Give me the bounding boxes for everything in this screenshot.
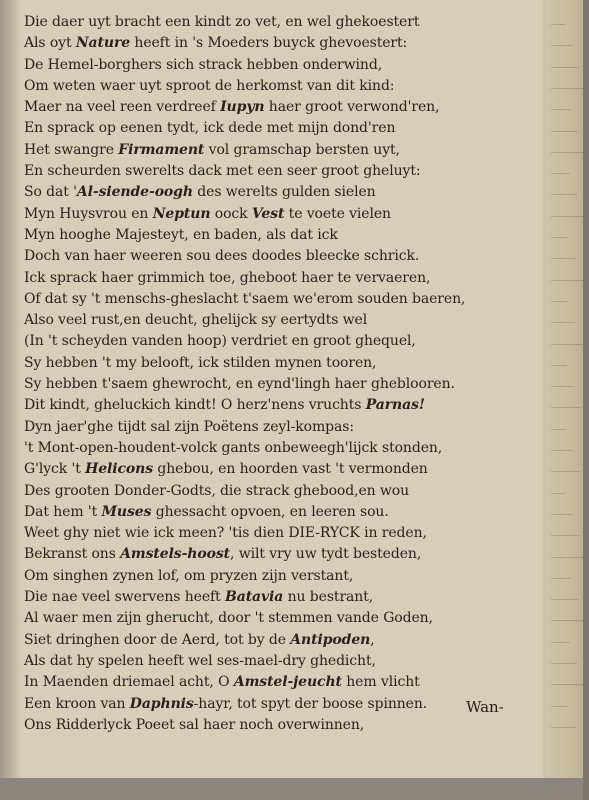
bleed-through-line	[551, 386, 574, 387]
line-text: Om weten waer uyt sproot de herkomst van dit kind:	[24, 77, 395, 94]
bleed-through-line	[551, 535, 579, 536]
italic-name: Parnas!	[365, 397, 425, 414]
bleed-through-line	[551, 322, 575, 323]
bleed-through-line	[551, 450, 573, 451]
line-text: ,	[370, 631, 375, 648]
poem-line	[24, 140, 524, 161]
line-text: Als oyt	[24, 35, 76, 52]
bleed-through-line	[551, 514, 572, 515]
line-text: Doch van haer weeren sou dees doodes bleecke schrick.	[24, 248, 420, 265]
poem-line	[24, 12, 524, 33]
poem-line	[24, 715, 524, 736]
poem-line	[24, 374, 524, 395]
line-text: Sy hebben t'saem ghewrocht, en eynd'lingh haer gheblooren.	[24, 376, 455, 393]
italic-name: Al-siende-oogh	[76, 184, 193, 201]
line-text: Een kroon van	[24, 695, 130, 712]
line-text: 't Mont-open-houdent-volck gants onbeweegh'lijck stonden,	[24, 439, 443, 456]
line-text: Des grooten Donder-Godts, die strack ghebood,en wou	[24, 482, 410, 499]
line-text: Dyn jaer'ghe tijdt sal zijn Poëtens zeyl-kompas:	[24, 418, 354, 435]
line-text: Dat hem 't	[24, 503, 102, 520]
poem-line	[24, 204, 524, 225]
line-text: Also veel rust,en deucht, ghelijck sy eertydts wel	[24, 312, 368, 329]
line-text: In Maenden driemael acht, O	[24, 674, 234, 691]
poem-line	[24, 459, 524, 480]
bleed-through-line	[551, 109, 571, 110]
line-text: Siet dringhen door de Aerd, tot by de	[24, 631, 291, 648]
poem-line	[24, 587, 524, 608]
bleed-through-line	[551, 684, 584, 685]
poem-line	[24, 395, 524, 416]
line-text: Weet ghy niet wie ick meen? 'tis dien DIE-RYCK in reden,	[24, 525, 427, 542]
italic-name: Batavia	[224, 589, 284, 606]
bleed-through-line	[551, 67, 579, 68]
line-text: des werelts gulden sielen	[192, 184, 376, 201]
line-text: nu bestrant,	[283, 589, 374, 606]
line-text: Het swangre	[24, 141, 119, 158]
italic-name: Muses	[101, 503, 152, 520]
bleed-through-line	[551, 578, 571, 579]
poem-line	[24, 502, 524, 523]
line-text: te voete vielen	[284, 205, 391, 222]
bleed-through-line	[551, 301, 568, 302]
line-text: Bekranst ons	[24, 546, 121, 563]
poem-line	[24, 630, 524, 651]
bleed-through-line	[551, 493, 565, 494]
scan-border-right	[583, 0, 589, 800]
italic-name: Helicons	[85, 461, 154, 478]
poem-line	[24, 523, 524, 544]
poem-line	[24, 672, 524, 693]
line-text: hem vlicht	[341, 674, 420, 691]
bleed-through-line	[551, 471, 580, 472]
gutter-shadow	[0, 0, 22, 800]
line-text: Die daer uyt bracht een kindt zo vet, en wel ghekoestert	[24, 14, 420, 30]
bleed-through-line	[551, 663, 577, 664]
poem-line	[24, 544, 524, 565]
line-text: So dat '	[24, 184, 77, 201]
line-text: Of dat sy 't menschs-gheslacht t'saem we'erom souden baeren,	[24, 290, 466, 307]
poem-line	[24, 310, 524, 331]
italic-name: Amstels-hoost	[120, 546, 231, 563]
line-text: Dit kindt, gheluckich kindt! O herz'nens vruchts	[24, 397, 366, 414]
poem-line	[24, 651, 524, 672]
bleed-through-line	[551, 216, 584, 217]
poem-line	[24, 608, 524, 629]
line-text: Sy hebben 't my belooft, ick stilden mynen tooren,	[24, 354, 377, 371]
bleed-through-line	[551, 727, 576, 728]
poem-line	[24, 55, 524, 76]
line-text: De Hemel-borghers sich strack hebben onderwind,	[24, 56, 383, 73]
line-text: Om singhen zynen lof, om pryzen zijn verstant,	[24, 567, 354, 584]
line-text: Maer na veel reen verdreef	[24, 99, 221, 116]
poem-line	[24, 417, 524, 438]
line-text: , wilt vry uw tydt besteden,	[230, 546, 422, 563]
poem-line	[24, 353, 524, 374]
poem-line	[24, 118, 524, 139]
line-text: ghessacht opvoen, en leeren sou.	[151, 503, 389, 520]
poem-line	[24, 33, 524, 54]
italic-name: Antipoden	[290, 631, 371, 648]
poem-line	[24, 566, 524, 587]
bleed-through-line	[551, 429, 566, 430]
bleed-through-line	[551, 152, 585, 153]
line-text: (In 't scheyden vanden hoop) verdriet en groot ghequel,	[24, 333, 416, 350]
poem-line	[24, 76, 524, 97]
line-text: Als dat hy spelen heeft wel ses-mael-dry ghedicht,	[24, 652, 376, 669]
line-text: oock	[210, 205, 252, 222]
line-text: vol gramschap bersten uyt,	[204, 141, 400, 158]
bleed-through-line	[551, 45, 572, 46]
bleed-through-line	[551, 706, 569, 707]
line-text: Die nae veel swervens heeft	[24, 589, 225, 606]
poem-line	[24, 268, 524, 289]
bleed-through-line	[551, 557, 586, 558]
poem-line	[24, 97, 524, 118]
poem-line	[24, 694, 524, 715]
poem-line	[24, 331, 524, 352]
line-text: heeft in 's Moeders buyck ghevoestert:	[130, 35, 408, 52]
bleed-through-line	[551, 173, 570, 174]
bleed-through-line	[551, 131, 578, 132]
poem-line	[24, 246, 524, 267]
italic-name: Firmament	[118, 141, 205, 158]
bleed-through-line	[551, 24, 565, 25]
poem-line	[24, 438, 524, 459]
bleed-through-line	[551, 407, 581, 408]
italic-name: Amstel-jeucht	[233, 674, 342, 691]
line-text: ghebou, en hoorden vast 't vermonden	[153, 461, 428, 478]
italic-name: Nature	[75, 35, 131, 52]
line-text: Al waer men zijn gherucht, door 't stemmen vande Goden,	[24, 610, 433, 627]
scan-border-bottom	[0, 778, 589, 800]
poem-line	[24, 225, 524, 246]
line-text: G'lyck 't	[24, 461, 86, 478]
line-text: En sprack op eenen tydt, ick dede met mijn dond'ren	[24, 120, 396, 137]
bleed-through-line	[551, 88, 586, 89]
bleed-through-line	[551, 280, 583, 281]
line-text: Ons Ridderlyck Poeet sal haer noch overwinnen,	[24, 716, 365, 733]
bleed-through-line	[551, 642, 570, 643]
line-text: Myn Huysvrou en	[24, 205, 153, 222]
italic-name: Iupyn	[220, 99, 265, 116]
bleed-through-line	[551, 237, 569, 238]
italic-name: Daphnis	[129, 695, 194, 712]
bleed-through-line	[551, 599, 578, 600]
bleed-through-line	[551, 365, 567, 366]
poem-line	[24, 481, 524, 502]
bleed-through-line	[551, 344, 582, 345]
line-text: Ick sprack haer grimmich toe, gheboot haer te vervaeren,	[24, 269, 431, 286]
line-text: En scheurden swerelts dack met een seer groot gheluyt:	[24, 163, 421, 180]
catchword: Wan-	[466, 698, 504, 716]
poem-line	[24, 182, 524, 203]
poem-text	[24, 12, 524, 736]
line-text: -hayr, tot spyt der boose spinnen.	[193, 695, 428, 712]
bleed-through-line	[551, 620, 585, 621]
line-text: Myn hooghe Majesteyt, en baden, als dat ick	[24, 226, 338, 243]
italic-name: Neptun	[152, 205, 211, 222]
bleed-through-line	[551, 258, 576, 259]
line-text: haer groot verwond'ren,	[264, 99, 440, 116]
poem-line	[24, 289, 524, 310]
bleed-through-line	[551, 194, 577, 195]
italic-name: Vest	[251, 205, 285, 222]
poem-line	[24, 161, 524, 182]
